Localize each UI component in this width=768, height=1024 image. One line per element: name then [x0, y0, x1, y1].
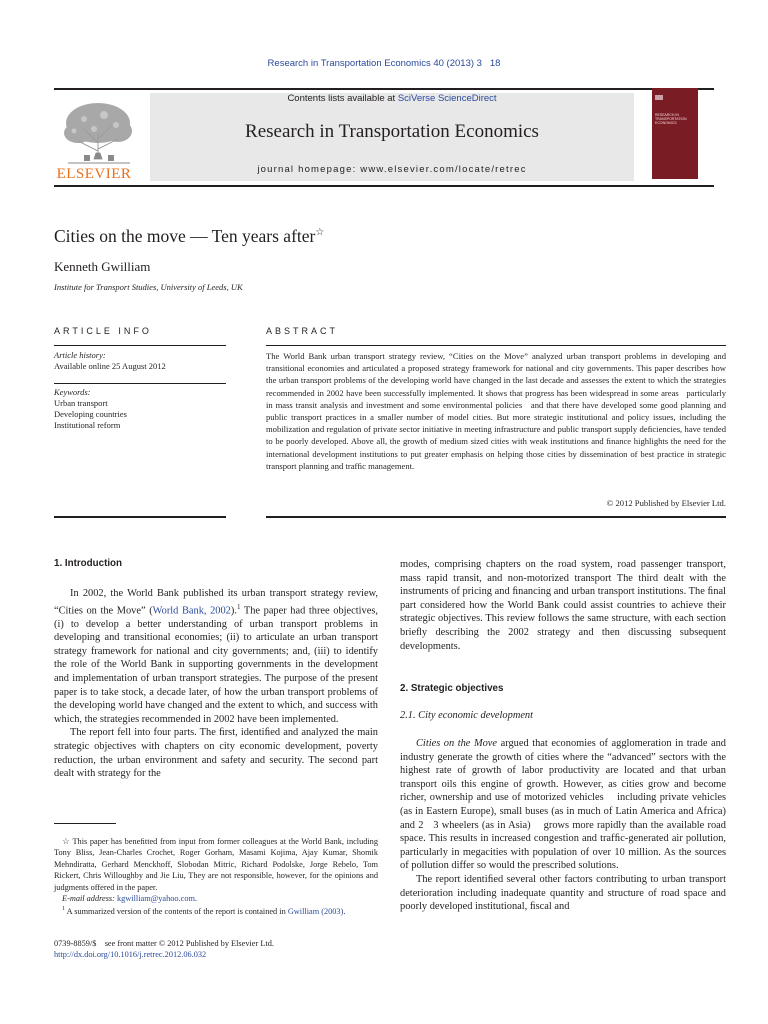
footnote-star-mark: ☆	[62, 837, 70, 846]
intro-text-c: The paper had three objectives, (i) to develop a better understanding of urban transport problems in developing and transitional economies; (ii) to articulate an urban transport strategy framework for national and city governments; and, (iii) to identify the role of the World Bank in supporting governments in the development and implementation of urban transport strategies. The purpose of the present paper is to take stock, a decade later, of how the urban transport problems of the developing world have changed and the extent to which, and success with which, the strategies recommended in 2002 have been implemented.	[54, 605, 378, 725]
footnote-ref-1[interactable]: 1	[236, 602, 241, 611]
footnote-star-text: This paper has beneﬁtted from input from former colleagues at the World Bank, including Tony Bliss, Jean-Charles Crochet, Roger Gorham, Masami Kojima, Ajay Kumar, Shomik Mehndiratta, Gerhard Menckhoff, Slobodan Mitric, Richard Podolske, Jorge Rebelo, Tom Rickert, Chris Willoughby and Jie Liu, They are not responsible, however, for the opinions and judgments offered in the paper.	[54, 837, 378, 892]
abstract-text: The World Bank urban transport strategy review, “Cities on the Move” analyzed urban transport problems in developing and transitional economies and articulated a proposed strategy framework for national and city governments. This paper describes how the urban transport problems of the developing world have changed in the last decade and assesses the extent to which the strategies recommended in 2002 have been successfully implemented. It shows that progress has been widespread in some areas particularly in mass transit analysis and investment and some environmental policies and that there have developed some good planning and public transport practices in a smaller number of model cities. But more strategic institutional and policy issues, including the mobilization and regulation of private sector initiative in meeting infrastructure and public transport supply deﬁciencies, have tended to be poorly developed. Above all, the growth of medium sized cities with weak institutions and ﬁnance highlights the need for the international development institutions to put greater emphasis on helping those cities by dissemination of best practice in strategic transport planning and trafﬁc management.	[266, 351, 726, 471]
article-title-text: Cities on the move — Ten years after	[54, 226, 316, 246]
subsection-paragraph-2: The report identiﬁed several other factors contributing to urban transport deterioration including inadequate quantity and structure of road space and poorly developed institutional, ﬁscal and	[400, 873, 726, 913]
footnote-1-mark: 1	[62, 906, 65, 913]
footnote-1-end: .	[343, 907, 346, 917]
modes-paragraph: modes, comprising chapters on the road system, road passenger transport, mass rapid transit, and non-motorized transport The third dealt with the instruments of pricing and ﬁnancing and urban transport institutions. The ﬁnal part considered how the World Bank could assist countries to achieve their strategic objectives. This review follows the same structure, with each section brieﬂy describing the 2002 strategy and then discussing subsequent developments.	[400, 559, 726, 652]
header-rule-top	[54, 88, 714, 90]
keywords-label: Keywords:	[54, 387, 91, 397]
email-label: E-mail address:	[62, 894, 117, 904]
article-info-bottom-rule	[54, 516, 226, 518]
author-name[interactable]: Kenneth Gwilliam	[54, 259, 151, 274]
article-info-rule	[54, 345, 226, 346]
subsection-paragraph-1	[400, 737, 726, 873]
footnote-1	[54, 904, 378, 917]
abstract-bottom-rule	[266, 516, 726, 518]
sciencedirect-link[interactable]: SciVerse ScienceDirect	[397, 93, 497, 104]
journal-title: Research in Transportation Economics	[245, 121, 539, 142]
report-title-emphasis: Cities on the Move	[416, 738, 498, 749]
contents-availability-line	[150, 93, 634, 104]
article-history-value: Available online 25 August 2012	[54, 361, 166, 371]
intro-text-b: ).	[230, 605, 237, 617]
subsection-body	[400, 737, 726, 914]
title-footnote-mark[interactable]: ☆	[315, 227, 325, 239]
email-link[interactable]: kgwilliam@yahoo.com	[117, 894, 195, 904]
section-heading-introduction: 1. Introduction	[54, 558, 123, 569]
article-info-divider	[54, 383, 226, 384]
abstract-heading: ABSTRACT	[266, 326, 339, 336]
footnotes	[54, 836, 378, 918]
elsevier-wordmark: ELSEVIER	[56, 166, 132, 182]
citation-link-world-bank-2002[interactable]: World Bank, 2002	[152, 605, 231, 617]
footnote-star	[54, 836, 378, 893]
cover-title: RESEARCH IN TRANSPORTATION ECONOMICS	[655, 113, 687, 125]
subsection-heading-city-economic-development: 2.1. City economic development	[400, 710, 534, 721]
doi-link[interactable]: http://dx.doi.org/10.1016/j.retrec.2012.06.032	[54, 950, 207, 960]
keyword-item: Institutional reform	[54, 420, 121, 430]
intro-paragraph-2: The report fell into four parts. The ﬁrst, identiﬁed and analyzed the main strategic objectives with chapters on city economic development, poverty reduction, the urban environment and safety and security. The second part dealt with strategy for the	[54, 727, 378, 780]
email-end: .	[194, 894, 197, 904]
keyword-item: Developing countries	[54, 409, 127, 419]
abstract-copyright: © 2012 Published by Elsevier Ltd.	[606, 498, 726, 508]
cover-emblem	[655, 95, 663, 100]
abstract-rule	[266, 345, 726, 346]
keyword-item: Urban transport	[54, 398, 108, 408]
journal-homepage[interactable]: journal homepage: www.elsevier.com/locate/retrec	[257, 164, 527, 175]
footnote-email	[54, 893, 378, 904]
right-column-top	[400, 558, 726, 653]
issn-line: 0739-8859/$ see front matter © 2012 Published by Elsevier Ltd.	[54, 939, 274, 948]
intro-text-a: In 2002, the World Bank published its urban transport strategy review, “Cities on the Move” (	[54, 588, 378, 617]
footnote-rule	[54, 823, 116, 824]
author-affiliation: Institute for Transport Studies, University of Leeds, UK	[54, 282, 243, 292]
footnote-1-text: A summarized version of the contents of the report is contained in	[65, 907, 288, 917]
contents-prefix: Contents lists available at	[287, 93, 398, 104]
front-matter	[54, 938, 274, 961]
section-heading-strategic-objectives: 2. Strategic objectives	[400, 683, 504, 694]
article-history-label: Article history:	[54, 350, 106, 360]
article-title	[54, 226, 324, 247]
journal-citation[interactable]: Research in Transportation Economics 40 (2013) 3 18	[267, 58, 501, 69]
citation-link-gwilliam-2003[interactable]: Gwilliam (2003)	[287, 907, 344, 917]
header-rule-bottom	[54, 185, 714, 187]
introduction-body	[54, 587, 378, 781]
journal-cover-thumbnail	[652, 88, 698, 179]
subsection-paragraph-1-text: argued that economies of agglomeration in trade and industry generate the growth of cities where the “advanced” sectors with the highest rate of growth of labor productivity are located and that urban transport oils this engine of growth. However, as cities grow and become richer, ownership and use of motorized vehicles including private vehicles (as in Eastern Europe), small buses (as in much of Latin America and Africa) and 2 3 wheelers (as in Asia) grows more rapidly than the available road space. This results in increased congestion and trafﬁc-generated air pollution, particularly in megacities with population of over 10 million. As the sources of pollution differ so would the prescribed solutions.	[400, 738, 727, 872]
article-info-heading: ARTICLE INFO	[54, 326, 152, 336]
intro-paragraph-1	[54, 587, 378, 726]
